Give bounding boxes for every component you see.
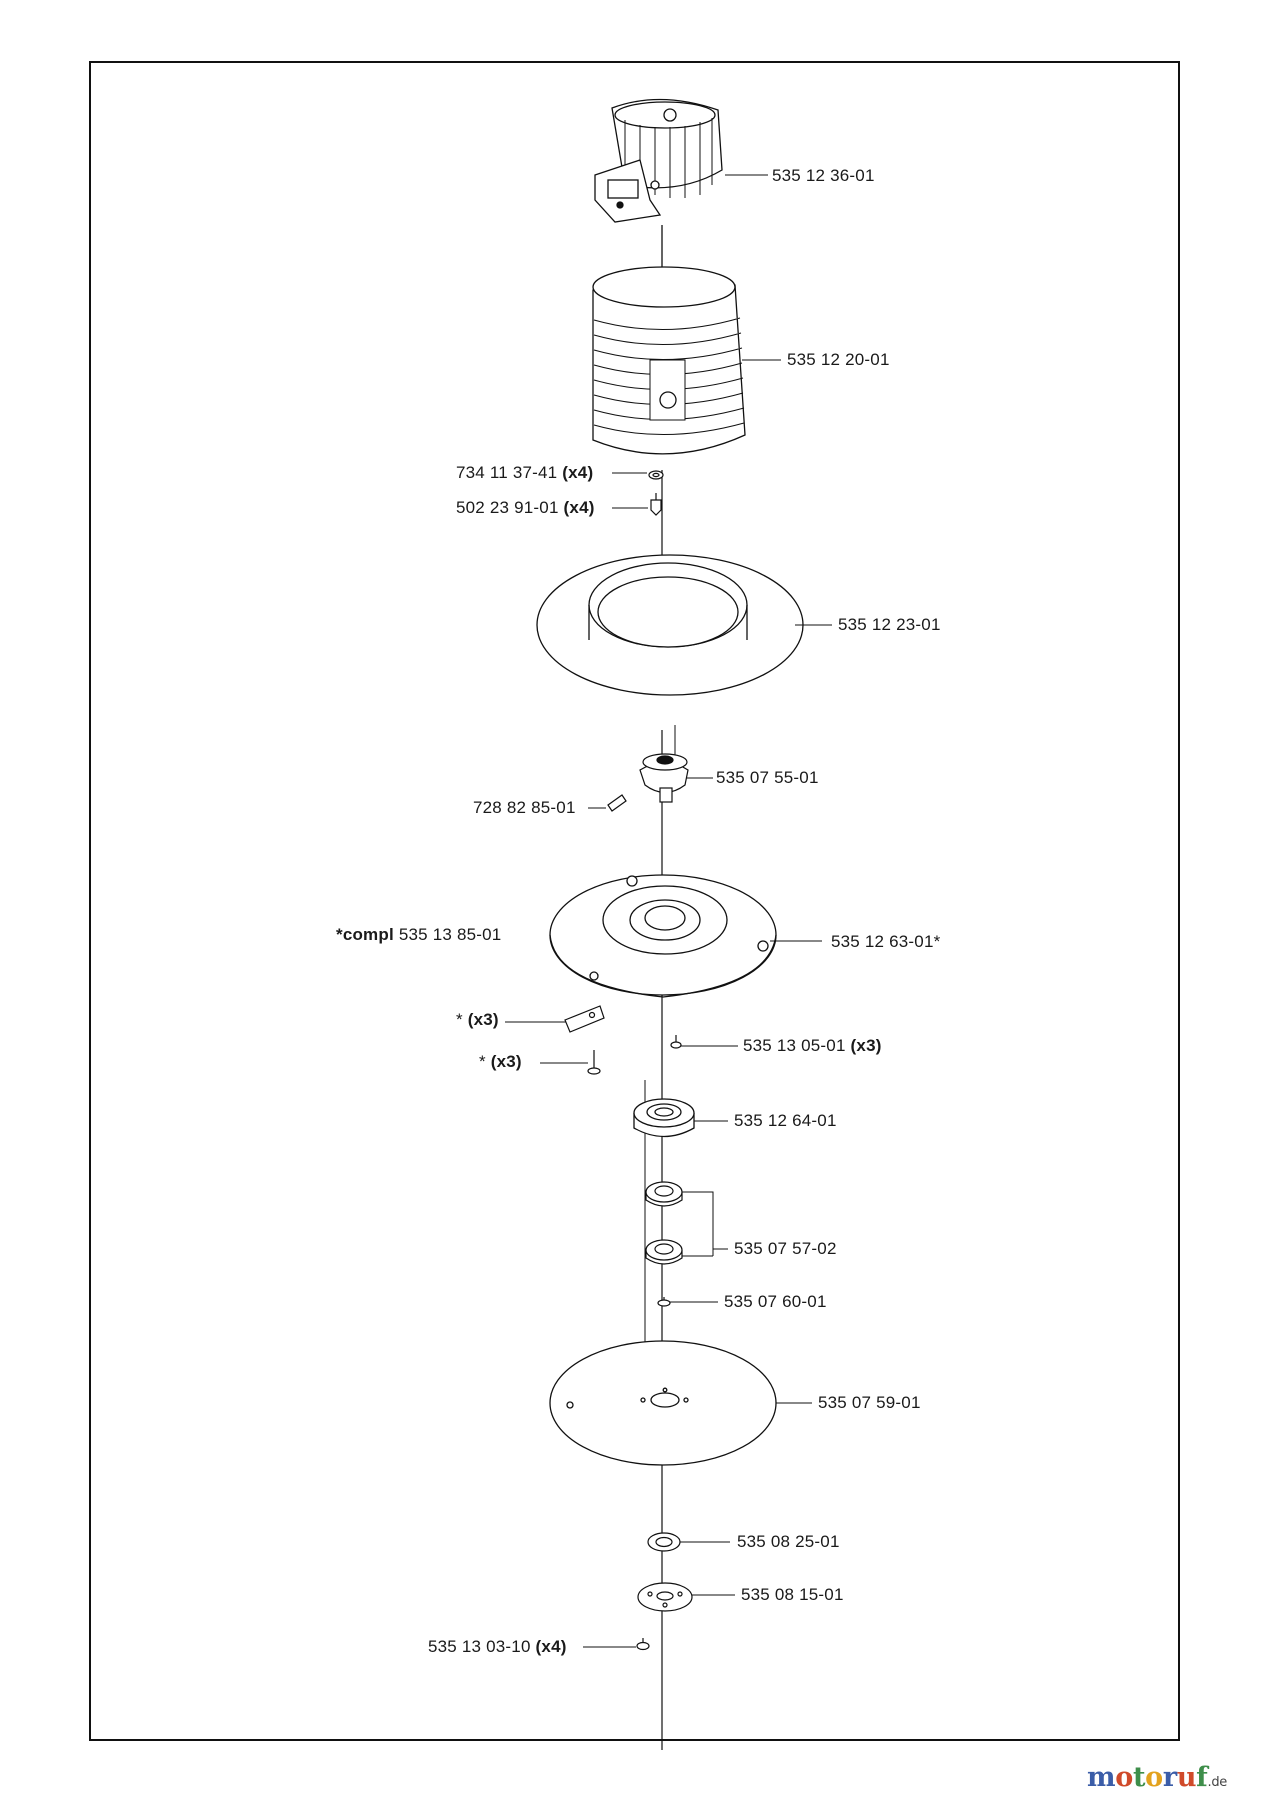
part-label-motor: 535 12 36-01 [772, 166, 875, 185]
blade-part [565, 1006, 604, 1032]
part-label-blade-screw: * (x3) [479, 1052, 522, 1071]
hub-part [640, 754, 688, 802]
small-screw-part [658, 1297, 670, 1306]
part-label-housing: 535 12 20-01 [787, 350, 890, 369]
part-label-ring-plate: 535 12 23-01 [838, 615, 941, 634]
bottom-screw-part [637, 1638, 649, 1650]
set-screw-part [608, 795, 626, 811]
part-label-bottom-hub: 535 08 15-01 [741, 1585, 844, 1604]
part-label-blade-disc: 535 12 63-01* [831, 932, 941, 951]
spacer-washer-part [648, 1533, 680, 1551]
housing-part [593, 267, 745, 454]
part-label-hub: 535 07 55-01 [716, 768, 819, 787]
skid-plate-part [550, 1341, 776, 1465]
part-label-compl: *compl 535 13 85-01 [336, 925, 502, 944]
blade-screw-part [588, 1050, 600, 1074]
bearing-upper-part [646, 1182, 682, 1206]
part-label-disc-screw: 535 13 05-01 (x3) [743, 1036, 882, 1055]
part-label-small-screw: 535 07 60-01 [724, 1292, 827, 1311]
bottom-hub-part [638, 1583, 692, 1611]
part-label-skid-plate: 535 07 59-01 [818, 1393, 921, 1412]
watermark-logo: motoruf.de [1087, 1762, 1227, 1793]
part-label-spacer-washer: 535 08 25-01 [737, 1532, 840, 1551]
part-label-blade: * (x3) [456, 1010, 499, 1029]
part-label-bearing-housing: 535 12 64-01 [734, 1111, 837, 1130]
part-label-washer-top: 734 11 37-41 (x4) [456, 463, 594, 482]
washer-734-part [649, 471, 663, 479]
bearing-housing-part [634, 1099, 694, 1137]
screw-502-part [651, 493, 661, 515]
part-label-set-screw: 728 82 85-01 [473, 798, 576, 817]
bearing-lower-part [646, 1240, 682, 1264]
part-label-screw-top: 502 23 91-01 (x4) [456, 498, 595, 517]
ring-plate-part [537, 555, 803, 695]
part-label-bottom-screw: 535 13 03-10 (x4) [428, 1637, 567, 1656]
part-label-bearing: 535 07 57-02 [734, 1239, 837, 1258]
blade-disc-part [550, 875, 776, 997]
disc-screw-part [671, 1035, 681, 1048]
motor-part [595, 99, 722, 222]
